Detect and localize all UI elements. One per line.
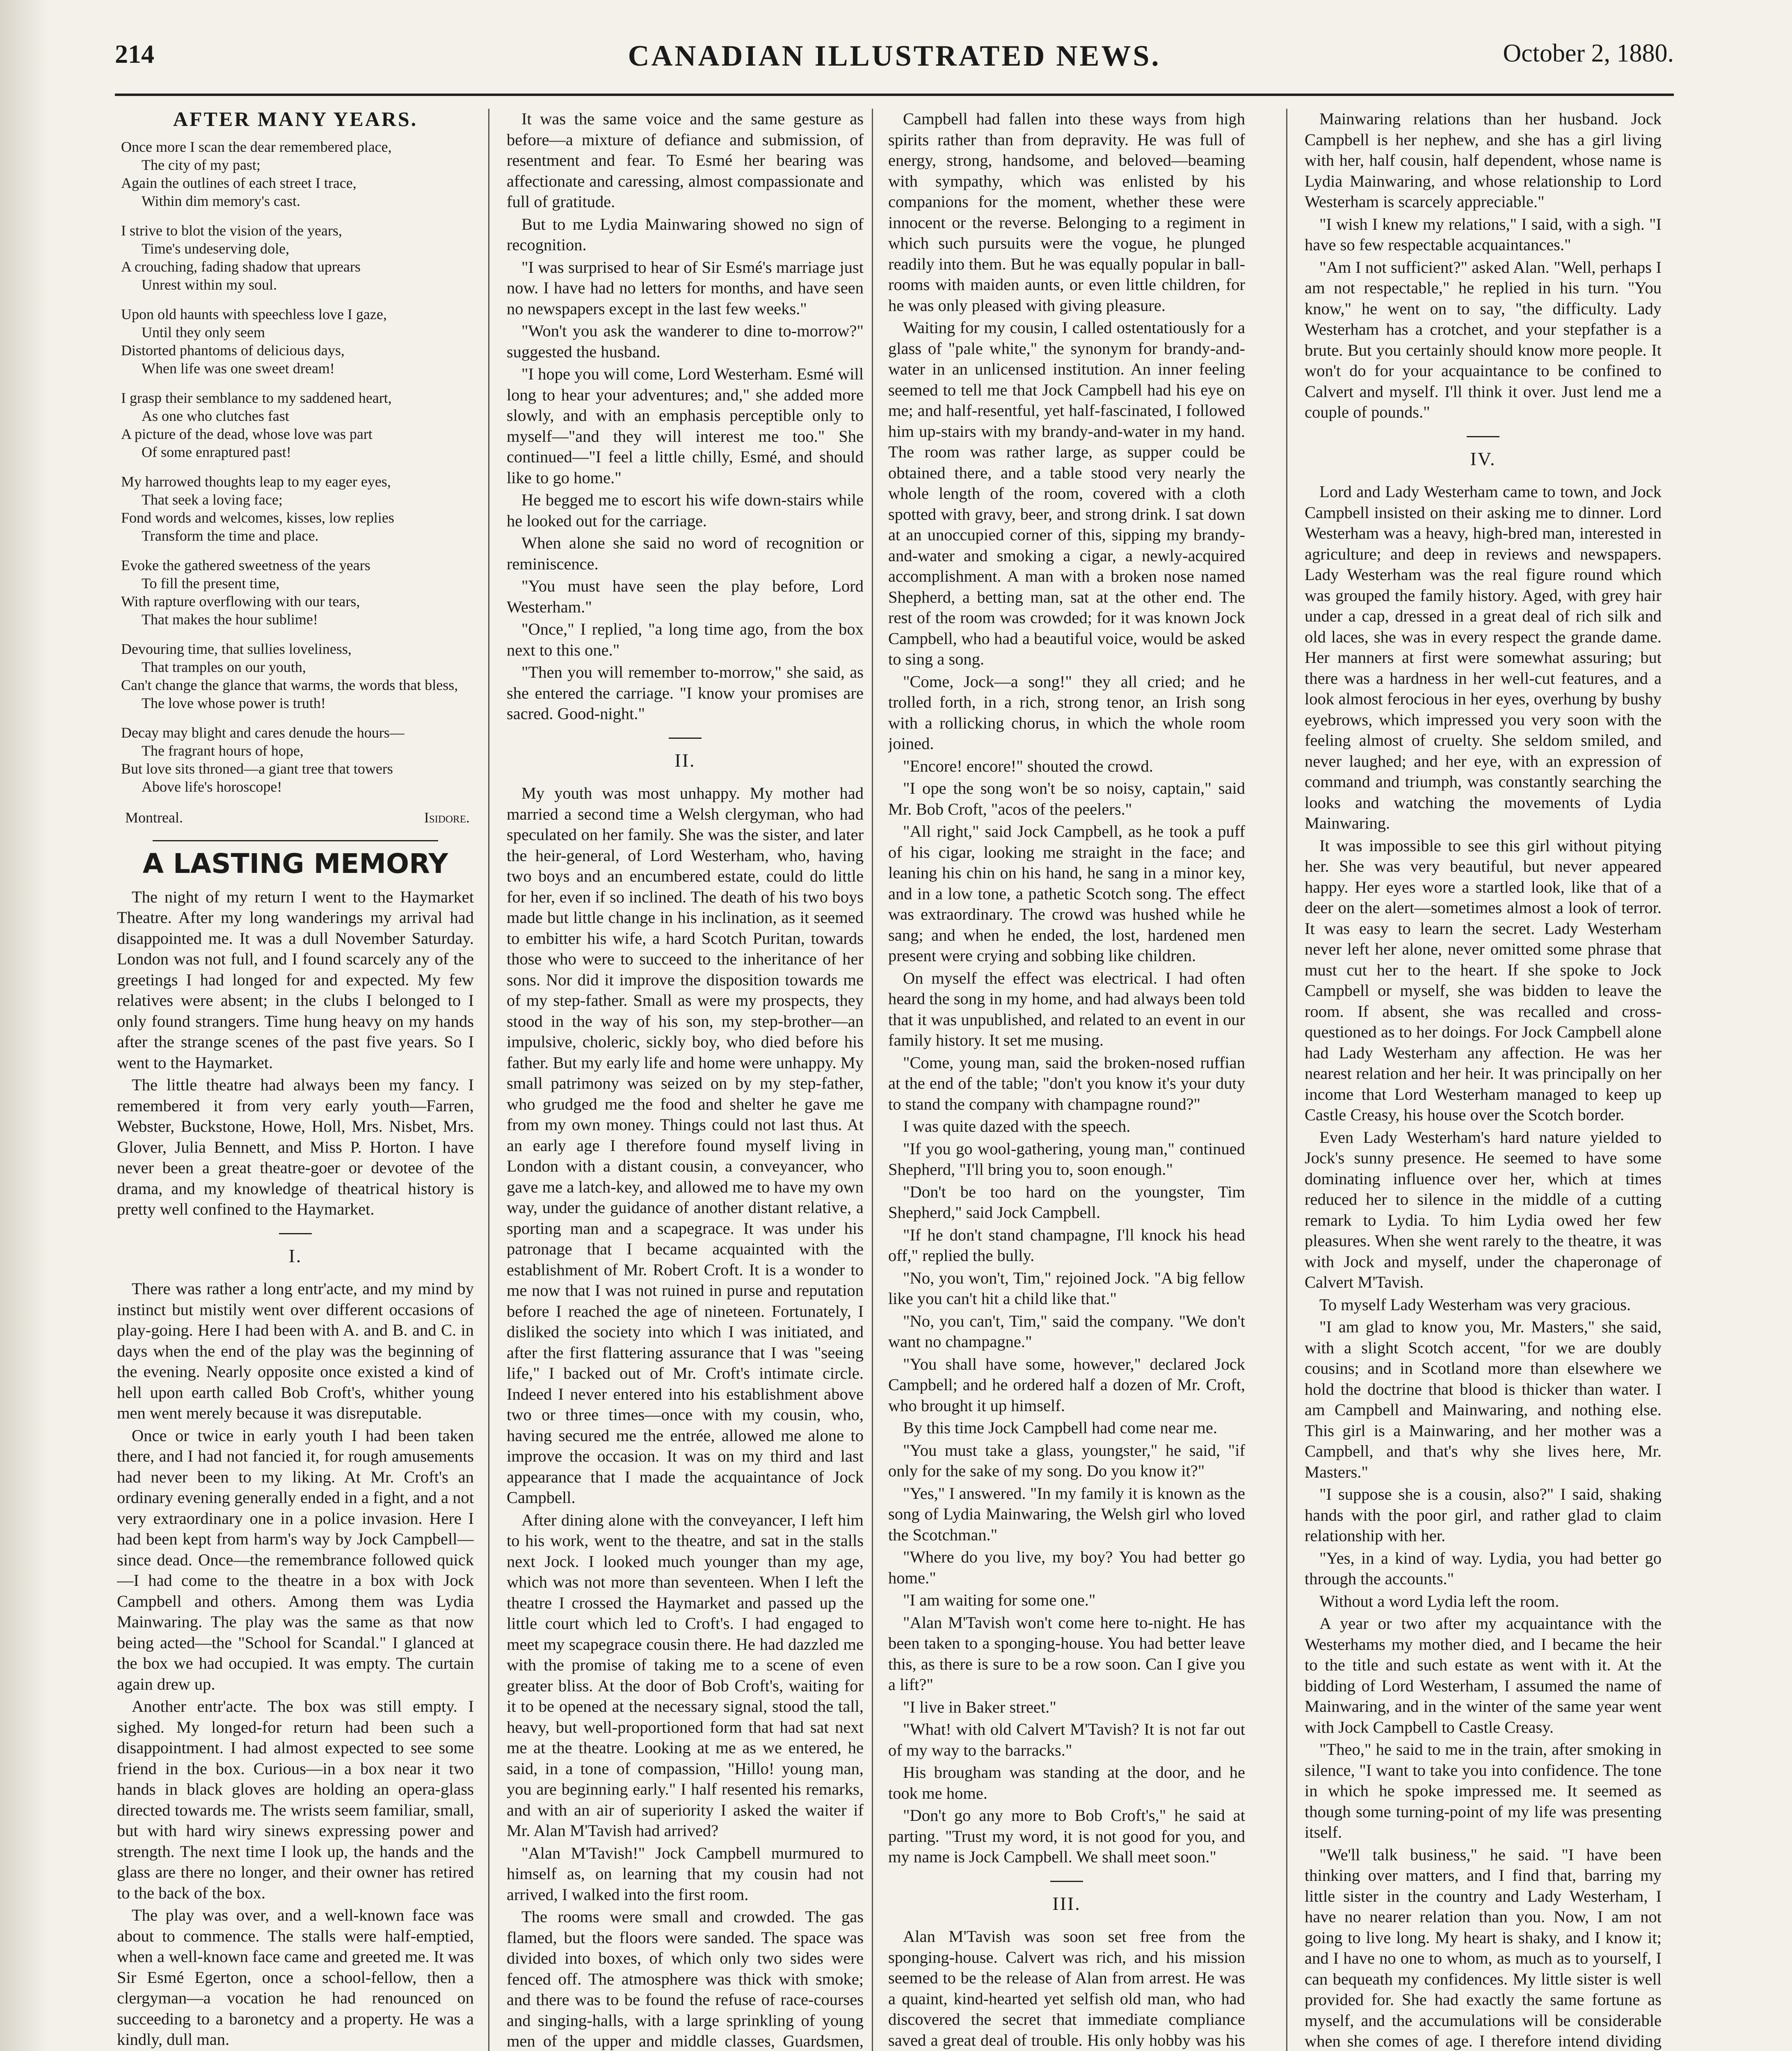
paragraph: "No, you can't, Tim," said the company. "We don't want no champagne." (888, 1311, 1245, 1351)
paragraph: I was quite dazed with the speech. (903, 1117, 1131, 1135)
poem-stanza (121, 305, 474, 377)
paragraph: Without a word Lydia left the room. (1319, 1592, 1559, 1610)
paragraph: "You must take a glass, youngster," he said, "if only for the sake of my song. Do you know it?" (888, 1441, 1245, 1480)
paragraph: "No, you won't, Tim," rejoined Jock. "A big fellow like you can't hit a child like that." (888, 1268, 1245, 1308)
poem-line: That tramples on our youth, (142, 658, 306, 675)
paragraph: "All right," said Jock Campbell, as he took a puff of his cigar, looking me straight in the face; and leaning his chin on his hand, he sang in a minor key, and in a low tone, a pathetic Scotch song. The effect was extraordinary. The crowd was hushed while he sang; and when he ended, the lost, hardened men present were crying and sobbing like children. (888, 822, 1245, 965)
poem-stanza (121, 138, 474, 210)
poem-stanza (121, 724, 474, 796)
paragraph: "You must have seen the play before, Lord Westerham." (507, 577, 864, 616)
paragraph: But to me Lydia Mainwaring showed no sign of recognition. (507, 215, 864, 254)
column-2 (507, 109, 864, 2051)
page-number: 214 (115, 39, 154, 69)
poem-line: That seek a loving face; (142, 491, 283, 508)
paragraph: Another entr'acte. The box was still empty. I sighed. My longed-for return had been such a disappointment. I had almost expected to see some friend in the box. Curious—in a box near it two hands in black gloves are holding an opera-glass directed towards me. The wrists seem familiar, small, but with hard wiry sinews expressing power and strength. The next time I look up, the hands and the glass are there no longer, and their owner has retired to the back of the box. (117, 1697, 474, 1902)
poem-line: Of some enraptured past! (142, 443, 291, 460)
poem-line: To fill the present time, (142, 575, 280, 592)
paragraph: "Come, Jock—a song!" they all cried; and he trolled forth, in a rich, strong tenor, an Irish song with a rollicking chorus, in which the whole room joined. (888, 672, 1245, 753)
paragraph: "I was surprised to hear of Sir Esmé's marriage just now. I have had no letters for months, and have seen no newspapers except in the last few weeks." (507, 258, 864, 318)
poem-line: Decay may blight and cares denude the hours— (121, 724, 405, 741)
paragraph: The play was over, and a well-known face was about to commence. The stalls were half-emptied, when a well-known face came and greeted me. It was Sir Esmé Egerton, once a school-fellow, then a clergyman—a vocation he had renounced on succeeding to a baronetcy and a property. He was a kindly, dull man. (117, 1906, 474, 2049)
paragraph: "If you go wool-gathering, young man," continued Shepherd, "I'll bring you to, soon enough." (888, 1139, 1245, 1179)
paragraph: Waiting for my cousin, I called ostentatiously for a glass of "pale white," the synonym for brandy-and-water in an unlicensed institution. An inner feeling seemed to tell me that Jock Campbell had his eye on me; and half-resentful, yet half-fascinated, I followed him up-stairs with my brandy-and-water in my hand. The room was rather large, as supper could be obtained there, and a table stood very nearly the whole length of the room, covered with a cloth spotted with gravy, beer, and strong drink. I sat down at an unoccupied corner of this, sipping my brandy-and-water and smoking a cigar, a newly-acquired accomplishment. A man with a broken nose named Shepherd, a betting man, sat at the other end. The rest of the room was crowded; for it was known Jock Campbell, who had a beautiful voice, would be asked to sing a song. (888, 318, 1245, 668)
column-divider (488, 109, 489, 2051)
page-header (115, 39, 1674, 88)
poem-stanza (121, 556, 474, 628)
paragraph: "I live in Baker street." (903, 1697, 1056, 1716)
poem-line: A picture of the dead, whose love was part (121, 425, 373, 442)
poem-line: Transform the time and place. (142, 527, 319, 544)
paragraph: "You shall have some, however," declared Jock Campbell; and he ordered half a dozen of Mr. Croft, who brought it up himself. (888, 1354, 1245, 1415)
poem-line: Fond words and welcomes, kisses, low replies (121, 509, 394, 526)
section-heading-3: III. (1052, 1893, 1081, 1914)
poem-line: Upon old haunts with speechless love I gaze, (121, 306, 387, 322)
paragraph: When alone she said no word of recognition or reminiscence. (507, 534, 864, 573)
poem-line: That makes the hour sublime! (142, 611, 318, 628)
paragraph: On myself the effect was electrical. I had often heard the song in my home, and had always been told that it was unpublished, and related to an event in our family history. It set me musing. (888, 968, 1245, 1049)
poem-line: As one who clutches fast (142, 407, 289, 424)
paragraph: After dining alone with the conveyancer, I left him to his work, went to the theatre, and sat in the stalls next Jock. I looked much younger than my age, which was not more than seventeen. When I left the theatre I crossed the Haymarket and passed up the little court which led to Croft's. I had engaged to meet my scapegrace cousin there. He had dazzled me with the promise of taking me to a scene of even greater bliss. At the door of Bob Croft's, waiting for it to be opened at the necessary signal, stood the tall, heavy, but well-proportioned form that had sat next me at the theatre. Looking at me as we entered, he said, in a tone of compassion, "Hillo! young man, you are beginning early." I half resented his remarks, and with an air of superiority I asked the waiter if Mr. Alan M'Tavish had arrived? (507, 1510, 864, 1840)
article-separator (153, 840, 438, 841)
issue-date: October 2, 1880. (1503, 39, 1674, 67)
poem-stanza (121, 640, 474, 712)
paragraph: It was impossible to see this girl without pitying her. She was very beautiful, but never appeared happy. Her eyes wore a startled look, like that of a deer on the alert—sometimes almost a look of terror. It was easy to learn the secret. Lady Westerham never left her alone, never omitted some phrase that must cut her to the heart. If she spoke to Jock Campbell or myself, she was bidden to leave the room. If absent, she was recalled and cross-questioned as to her doings. For Jock Campbell alone had Lady Westerham any affection. He was her nearest relation and her heir. It was principally on her income that Lord Westerham managed to keep up Castle Creasy, his house over the Scotch border. (1305, 836, 1662, 1124)
column-1 (117, 109, 474, 2051)
column-4 (1305, 109, 1662, 2051)
paragraph: By this time Jock Campbell had come near me. (903, 1418, 1217, 1437)
paragraph: The little theatre had always been my fancy. I remembered it from very early youth—Farren, Webster, Buckstone, Howe, Holl, Mrs. Nisbet, Mrs. Glover, Julia Bennett, and Miss P. Horton. I have never been a great theatre-goer or devotee of the drama, and my knowledge of theatrical history is pretty well confined to the Haymarket. (117, 1076, 474, 1218)
section-rule (669, 738, 702, 739)
poem-line: Once more I scan the dear remembered place, (121, 138, 392, 155)
column-divider (1286, 109, 1287, 2051)
paragraph: "Where do you live, my boy? You had better go home." (888, 1548, 1245, 1587)
paragraph: "Alan M'Tavish!" Jock Campbell murmured to himself as, on learning that my cousin had not arrived, I walked into the first room. (507, 1843, 864, 1904)
masthead: CANADIAN ILLUSTRATED NEWS. (628, 39, 1161, 72)
poem-line: Distorted phantoms of delicious days, (121, 342, 345, 359)
section-heading-1: I. (288, 1245, 302, 1266)
poem-line: Evoke the gathered sweetness of the years (121, 557, 370, 573)
poem-author: Isidore. (424, 809, 470, 826)
poem-title: AFTER MANY YEARS. (173, 109, 418, 130)
paragraph: He begged me to escort his wife down-stairs while he looked out for the carriage. (507, 491, 864, 530)
paragraph: Mainwaring relations than her husband. Jock Campbell is her nephew, and she has a girl living with her, half cousin, half dependent, whose name is Lydia Mainwaring, and whose relationship to Lord Westerham is scarcely appreciable." (1305, 110, 1662, 211)
column-divider (872, 109, 873, 2051)
poem-line: The love whose power is truth! (142, 694, 326, 711)
poem-line: The city of my past; (142, 156, 261, 173)
section-heading-2: II. (674, 749, 696, 771)
paragraph: "Yes," I answered. "In my family it is known as the song of Lydia Mainwaring, the Welsh girl who loved the Scotchman." (888, 1484, 1245, 1544)
paragraph: There was rather a long entr'acte, and my mind by instinct but mistily went over different occasions of play-going. Here I had been with A. and B. and C. in days when the end of the play was the beginning of the evening. Nearly opposite once existed a kind of hell upon earth called Bob Croft's, whither young men went merely because it was disreputable. (117, 1279, 474, 1422)
poem-line: But love sits throned—a giant tree that towers (121, 760, 393, 777)
paragraph: Campbell had fallen into these ways from high spirits rather than from depravity. He was full of energy, strong, handsome, and beloved—beaming with sympathy, which was enlisted by his companions for the moment, whether these were innocent or the reverse. Belonging to a regiment in which such pursuits were the vogue, he plunged readily into them. But he was equally popular in ball-rooms with maiden aunts, or even little children, for he was only pleased with giving pleasure. (888, 110, 1245, 315)
paragraph: "I ope the song won't be so noisy, captain," said Mr. Bob Croft, "acos of the peelers." (888, 779, 1245, 818)
header-rule (115, 94, 1674, 96)
paragraph: "What! with old Calvert M'Tavish? It is not far out of my way to the barracks." (888, 1720, 1245, 1759)
poem-line: Again the outlines of each street I trace, (121, 174, 357, 191)
poem-stanza (121, 222, 474, 294)
poem-line: Until they only seem (142, 324, 265, 340)
paragraph: "Yes, in a kind of way. Lydia, you had better go through the accounts." (1305, 1549, 1662, 1588)
paragraph: "We'll talk business," he said. "I have been thinking over matters, and I find that, barring my little sister in the country and Lady Westerham, I have no nearer relation than you. Now, I am not going to live long. My heart is shaky, and I know it; and I have no one to whom, as much as to yourself, I can bequeath my confidences. My little sister is well provided for. She had exactly the same fortune as myself, and the accumulations will be considerable when she comes of age. I therefore intend dividing (1305, 1845, 1662, 2050)
poem-signature (125, 807, 470, 828)
poem-line: Can't change the glance that warms, the words that bless, (121, 676, 458, 693)
paragraph: "Don't be too hard on the youngster, Tim Shepherd," said Jock Campbell. (888, 1182, 1245, 1222)
paragraph: "Won't you ask the wanderer to dine to-morrow?" suggested the husband. (507, 322, 864, 361)
section-heading-4: IV. (1470, 448, 1496, 469)
section-rule (1467, 436, 1499, 437)
paragraph: "Then you will remember to-morrow," she said, as she entered the carriage. "I know your promises are sacred. Good-night." (507, 663, 864, 723)
poem-line: I grasp their semblance to my saddened heart, (121, 389, 392, 406)
paragraph: "If he don't stand champagne, I'll knock his head off," replied the bully. (888, 1225, 1245, 1265)
paragraph: The rooms were small and crowded. The gas flamed, but the floors were sanded. The space was divided into boxes, of which only two sides were fenced off. The atmosphere was thick with smoke; and there was to be found the refuse of race-courses and singing-halls, with a large sprinkling of young men of the upper and middle classes, Guardsmen, (507, 1907, 864, 2050)
paragraph: My youth was most unhappy. My mother had married a second time a Welsh clergyman, who had speculated on her family. She was the sister, and later the heir-general, of Lord Westerham, who, having two boys and an encumbered estate, could do little for her, even if so inclined. The death of his two boys made but little change in his inclination, as it seemed to embitter his wife, a hard Scotch Puritan, towards those who were to succeed to the inheritance of her sons. Nor did it improve the disposition towards me of my step-father. Small as were my prospects, they stood in the way of his son, my step-brother—an impulsive, choleric, sickly boy, who died before his father. But my early life and home were unhappy. My small patrimony was seized on by my step-father, who grudged me the food and shelter he gave me from my own money. Things could not last thus. At an early age I therefore found myself living in London with a distant cousin, a conveyancer, who gave me a latch-key, and allowed me to have my own way, under the guidance of another distant relative, a sporting man and a scapegrace. It was under his patronage that I became acquainted with the establishment of Mr. Robert Croft. It is a wonder to me now that I was not ruined in purse and reputation before I reached the age of nineteen. Fortunately, I disliked the society into which I was initiated, and after the first flattering assurance that I was "seeing life," I backed out of Mr. Croft's intimate circle. Indeed I never entered into his establishment above two or three times—once with my cousin, who, having secured me the entrée, allowed me alone to improve the occasion. It was on my third and last appearance that I made the acquaintance of Jock Campbell. (507, 784, 864, 1507)
paragraph: "I am waiting for some one." (903, 1591, 1096, 1609)
paragraph: "Am I not sufficient?" asked Alan. "Well, perhaps I am not respectable," he replied in his turn. "You know," he went on to say, "the difficulty. Lady Westerham has a crotchet, and your stepfather is a brute. But you certainly should know more people. It won't do for your acquaintance to be confined to Calvert and myself. I'll think it over. Just lend me a couple of pounds." (1305, 258, 1662, 421)
poem-line: Above life's horoscope! (142, 778, 282, 795)
paragraph: "Once," I replied, "a long time ago, from the box next to this one." (507, 620, 864, 659)
paragraph: "I wish I knew my relations," I said, with a sigh. "I have so few respectable acquaintances." (1305, 215, 1662, 254)
paragraph: "I hope you will come, Lord Westerham. Esmé will long to hear your adventures; and," she added more slowly, and with an emphasis perceptible only to myself—"and they will interest me too." She continued—"I feel a little chilly, Esmé, and should like to go home." (507, 365, 864, 487)
paragraph: Alan M'Tavish was soon set free from the sponging-house. Calvert was rich, and his mission seemed to be the release of Alan from arrest. He was a quaint, kind-hearted yet selfish old man, who had discovered the secret that immediate compliance saved a great deal of trouble. His only hobby was his (888, 1927, 1245, 2049)
paragraph: "Don't go any more to Bob Croft's," he said at parting. "Trust my word, it is not good for you, and my name is Jock Campbell. We shall meet soon." (888, 1806, 1245, 1866)
poem-line: With rapture overflowing with our tears, (121, 593, 360, 610)
paragraph: The night of my return I went to the Haymarket Theatre. After my long wanderings my arrival had disappointed me. It was a dull November Saturday. London was not full, and I found scarcely any of the greetings I had longed for and expected. My few relatives were absent; in the clubs I belonged to I only found strangers. Time hung heavy on my hands after the strange scenes of the past five years. So I went to the Haymarket. (117, 887, 474, 1072)
poem-line: Time's undeserving dole, (142, 240, 290, 257)
paragraph: "I suppose she is a cousin, also?" I said, shaking hands with the poor girl, and rather glad to claim relationship with her. (1305, 1485, 1662, 1545)
poem-line: My harrowed thoughts leap to my eager eyes, (121, 473, 391, 490)
paragraph: "Alan M'Tavish won't come here to-night. He has been taken to a sponging-house. You had better leave this, as there is sure to be a row soon. Can I give you a lift?" (888, 1613, 1245, 1694)
paragraph: A year or two after my acquaintance with the Westerhams my mother died, and I became the heir to the title and such estate as went with it. At the bidding of Lord Westerham, I assumed the name of Mainwaring, and in the winter of the same year went with Jock Campbell to Castle Creasy. (1305, 1614, 1662, 1736)
poem-line: Devouring time, that sullies loveliness, (121, 640, 352, 657)
poem-line: The fragrant hours of hope, (142, 742, 304, 759)
poem-line: I strive to blot the vision of the years, (121, 222, 342, 239)
column-3 (888, 109, 1245, 2051)
section-rule (279, 1233, 312, 1234)
paragraph: "Come, young man, said the broken-nosed ruffian at the end of the table; "don't you know it's your duty to stand the company with champagne round?" (888, 1053, 1245, 1113)
poem-stanza (121, 473, 474, 545)
paragraph: "Encore! encore!" shouted the crowd. (903, 756, 1153, 775)
section-rule (1050, 1881, 1083, 1882)
paragraph: Lord and Lady Westerham came to town, and Jock Campbell insisted on their asking me to dinner. Lord Westerham was a heavy, high-bred man, interested in agriculture; and deep in reviews and newspapers. Lady Westerham was the real figure round which was grouped the family history. Aged, with grey hair under a cap, dressed in a great deal of rich silk and old laces, she was in every respect the grande dame. Her manners at first were somewhat assuring; but there was a hardness in her well-cut features, and a look almost ferocious in her eyes, overhung by bushy eyebrows, which impressed you very soon with the feeling almost of cruelty. She seldom smiled, and never laughed; and her eye, with an expression of command and triumph, was constantly searching the looks and watching the movements of Lydia Mainwaring. (1305, 482, 1662, 832)
paragraph: His brougham was standing at the door, and he took me home. (888, 1763, 1245, 1802)
page-edge-shadow (0, 0, 49, 2051)
paragraph: Once or twice in early youth I had been taken there, and I had not fancied it, for rough amusements had never been to my liking. At Mr. Croft's an ordinary evening generally ended in a fight, and a not very extraordinary one in a police invasion. Here I had been kept from harm's way by Jock Campbell—since dead. Once—the remembrance followed quick—I had come to the theatre in a box with Jock Campbell and others. Among them was Lydia Mainwaring. The play was the same as that now being acted—the "School for Scandal." I glanced at the box we had occupied. It was empty. The curtain again drew up. (117, 1426, 474, 1693)
paragraph: "Theo," he said to me in the train, after smoking in silence, "I want to take you into confidence. The tone in which he spoke impressed me. It seemed as though some turning-point of my life was presenting itself. (1305, 1740, 1662, 1841)
poem-line: When life was one sweet dream! (142, 360, 335, 377)
poem-stanza (121, 389, 474, 461)
paragraph: It was the same voice and the same gesture as before—a mixture of defiance and submission, of resentment and fear. To Esmé her bearing was affectionate and caressing, almost compassionate and full of gratitude. (507, 110, 864, 211)
story-title: A LASTING MEMORY (142, 848, 448, 879)
poem-line: Unrest within my soul. (142, 276, 277, 293)
paragraph: Even Lady Westerham's hard nature yielded to Jock's sunny presence. He seemed to have some dominating influence over her, which at times reduced her to silence in the middle of a cutting remark to Lydia. To him Lydia owed her few pleasures. When she went rarely to the theatre, it was with Jock and myself, under the chaperonage of Calvert M'Tavish. (1305, 1128, 1662, 1291)
paragraph: To myself Lady Westerham was very gracious. (1319, 1295, 1631, 1314)
poem-body (117, 138, 474, 796)
paragraph: "I am glad to know you, Mr. Masters," she said, with a slight Scotch accent, "for we are doubly cousins; and in Scotland more than elsewhere we hold the doctrine that blood is thicker than water. I am Campbell and Mainwaring, and nothing else. This girl is a Mainwaring, and her mother was a Campbell, and that's why she lives here, Mr. Masters." (1305, 1318, 1662, 1481)
poem-place: Montreal. (125, 809, 183, 826)
poem-line: Within dim memory's cast. (142, 192, 300, 209)
poem-line: A crouching, fading shadow that uprears (121, 258, 361, 275)
